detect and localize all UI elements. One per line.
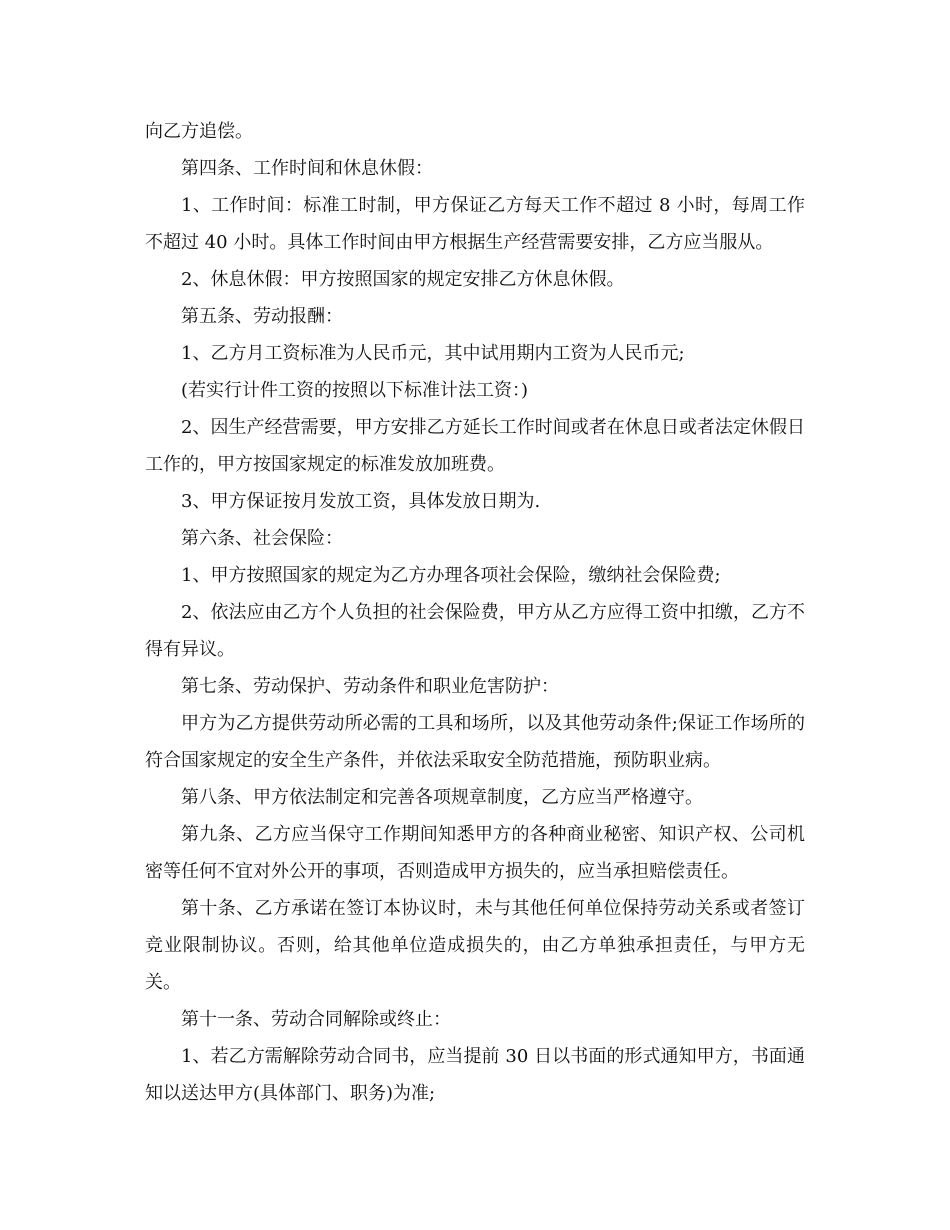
paragraph-19: 1、若乙方需解除劳动合同书，应当提前 30 日以书面的形式通知甲方，书面通知以送达甲方(具体部门、职务)为准; — [145, 1046, 805, 1104]
paragraph-4: 2、休息休假：甲方按照国家的规定安排乙方休息休假。 — [181, 269, 625, 290]
article-8: 第八条、甲方依法制定和完善各项规章制度，乙方应当严格遵守。 — [181, 787, 703, 808]
article-7-heading: 第七条、劳动保护、劳动条件和职业危害防护： — [181, 676, 559, 697]
paragraph-1: 向乙方追偿。 — [145, 121, 253, 142]
article-11-heading: 第十一条、劳动合同解除或终止： — [181, 1009, 451, 1030]
paragraph-9: 3、甲方保证按月发放工资，具体发放日期为. — [181, 491, 541, 512]
paragraph-11: 1、甲方按照国家的规定为乙方办理各项社会保险，缴纳社会保险费; — [181, 565, 721, 586]
article-10: 第十条、乙方承诺在签订本协议时，未与其他任何单位保持劳动关系或者签订竞业限制协议。否则，给其他单位造成损失的，由乙方单独承担责任，与甲方无关。 — [145, 898, 805, 993]
article-6-heading: 第六条、社会保险： — [181, 528, 343, 549]
paragraph-8: 2、因生产经营需要，甲方安排乙方延长工作时间或者在休息日或者法定休假日工作的，甲方按国家规定的标准发放加班费。 — [145, 417, 805, 475]
document-body — [145, 113, 805, 1112]
paragraph-7: (若实行计件工资的按照以下标准计法工资：) — [181, 380, 529, 401]
paragraph-6: 1、乙方月工资标准为人民币元，其中试用期内工资为人民币元; — [181, 343, 685, 364]
article-4-heading: 第四条、工作时间和休息休假： — [181, 158, 433, 179]
article-5-heading: 第五条、劳动报酬： — [181, 306, 343, 327]
article-9: 第九条、乙方应当保守工作期间知悉甲方的各种商业秘密、知识产权、公司机密等任何不宜对外公开的事项，否则造成甲方损失的，应当承担赔偿责任。 — [145, 824, 805, 882]
paragraph-3: 1、工作时间：标准工时制，甲方保证乙方每天工作不超过 8 小时，每周工作不超过 40 小时。具体工作时间由甲方根据生产经营需要安排，乙方应当服从。 — [145, 195, 805, 253]
paragraph-12: 2、依法应由乙方个人负担的社会保险费，甲方从乙方应得工资中扣缴，乙方不得有异议。 — [145, 602, 805, 660]
paragraph-14: 甲方为乙方提供劳动所必需的工具和场所，以及其他劳动条件;保证工作场所的符合国家规定的安全生产条件，并依法采取安全防范措施，预防职业病。 — [145, 713, 805, 771]
